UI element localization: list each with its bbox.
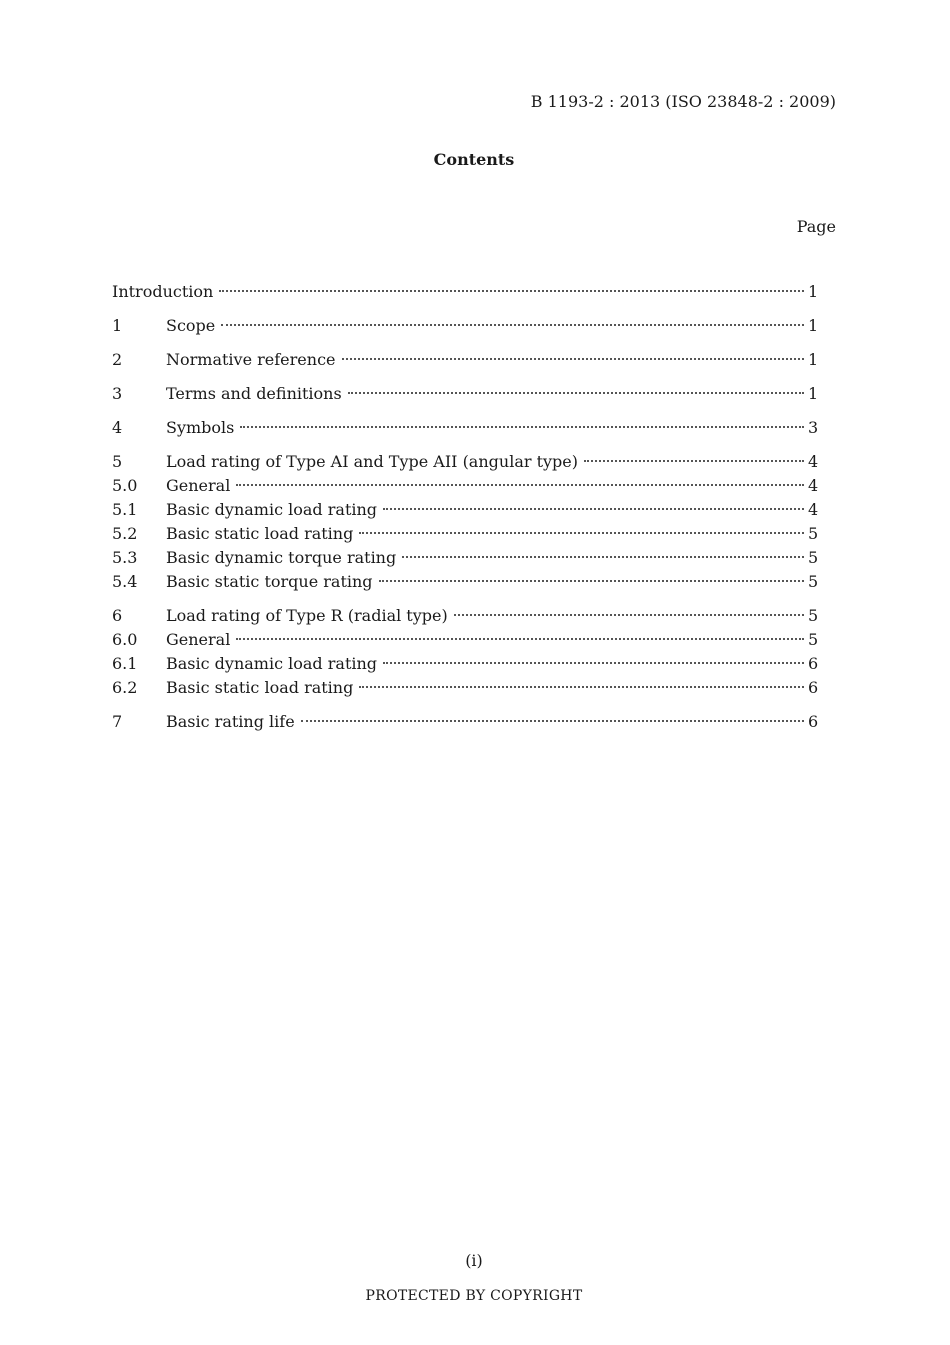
toc-page-number: 5 [808,606,819,625]
toc-title: Basic dynamic load rating [166,500,378,519]
toc-number: 5.4 [112,572,138,591]
copyright-notice: PROTECTED BY COPYRIGHT [365,1288,583,1304]
dot-leader [342,358,805,360]
toc-title: Load rating of Type AI and Type AII (angular type) [166,452,579,471]
toc-entry-load-rating-radial[interactable] [112,604,818,628]
toc-number: 6.1 [112,654,138,673]
toc-entry-introduction[interactable] [112,280,818,304]
toc-title: Scope [166,316,216,335]
toc-page-number: 5 [808,572,819,591]
toc-title: Load rating of Type R (radial type) [166,606,448,625]
toc-page-number: 4 [808,452,819,471]
toc-title: Basic dynamic load rating [166,654,378,673]
dot-leader [221,324,804,326]
toc-entry-basic-dynamic-torque-rating-5-3[interactable] [112,546,818,570]
toc-number: 1 [112,316,123,335]
dot-leader [402,556,804,558]
toc-title: Symbols [166,418,235,437]
toc-page-number: 5 [808,630,819,649]
toc-page-number: 4 [808,476,819,495]
toc-page-number: 1 [808,282,819,301]
toc-page-number: 4 [808,500,819,519]
toc-page-number: 6 [808,712,819,731]
toc-page-number: 5 [808,548,819,567]
page-number: (i) [465,1251,483,1270]
toc-entry-normative-reference[interactable] [112,348,818,372]
toc-title: Normative reference [166,350,336,369]
toc-title: Basic rating life [166,712,295,731]
toc-number: 7 [112,712,123,731]
table-of-contents [112,280,818,734]
toc-page-number: 6 [808,678,819,697]
dot-leader [301,720,804,722]
dot-leader [236,638,804,640]
toc-number: 5.2 [112,524,138,543]
toc-entry-symbols[interactable] [112,416,818,440]
toc-title: Basic dynamic torque rating [166,548,397,567]
toc-number: 5.0 [112,476,138,495]
dot-leader [219,290,804,292]
toc-page-number: 5 [808,524,819,543]
toc-page-number: 1 [808,316,819,335]
toc-title: Basic static load rating [166,524,354,543]
toc-entry-basic-dynamic-load-rating-5-1[interactable] [112,498,818,522]
dot-leader [236,484,804,486]
toc-page-number: 6 [808,654,819,673]
toc-title: General [166,630,231,649]
toc-number: 3 [112,384,123,403]
dot-leader [383,662,804,664]
dot-leader [348,392,804,394]
toc-entry-basic-static-load-rating-6-2[interactable] [112,676,818,700]
dot-leader [359,686,804,688]
dot-leader [240,426,804,428]
toc-number: 2 [112,350,123,369]
dot-leader [359,532,804,534]
toc-entry-basic-rating-life[interactable] [112,710,818,734]
document-reference: B 1193-2 : 2013 (ISO 23848-2 : 2009) [530,92,836,111]
toc-entry-scope[interactable] [112,314,818,338]
toc-entry-basic-static-torque-rating-5-4[interactable] [112,570,818,594]
toc-entry-load-rating-angular[interactable] [112,450,818,474]
toc-number: 5.1 [112,500,138,519]
page-column-label: Page [796,217,836,236]
dot-leader [454,614,804,616]
dot-leader [584,460,804,462]
toc-entry-general-6-0[interactable] [112,628,818,652]
toc-number: 5 [112,452,123,471]
toc-number: 6.2 [112,678,138,697]
toc-entry-basic-static-load-rating-5-2[interactable] [112,522,818,546]
toc-page-number: 3 [808,418,819,437]
page-title: Contents [433,150,515,169]
toc-number: 6 [112,606,123,625]
toc-title: Introduction [112,282,214,301]
toc-number: 6.0 [112,630,138,649]
toc-page-number: 1 [808,350,819,369]
toc-title: Basic static torque rating [166,572,373,591]
toc-title: Basic static load rating [166,678,354,697]
toc-entry-general-5-0[interactable] [112,474,818,498]
toc-title: General [166,476,231,495]
toc-number: 5.3 [112,548,138,567]
toc-title: Terms and definitions [166,384,342,403]
toc-entry-terms-and-definitions[interactable] [112,382,818,406]
dot-leader [379,580,804,582]
dot-leader [383,508,804,510]
toc-entry-basic-dynamic-load-rating-6-1[interactable] [112,652,818,676]
toc-number: 4 [112,418,123,437]
toc-page-number: 1 [808,384,819,403]
